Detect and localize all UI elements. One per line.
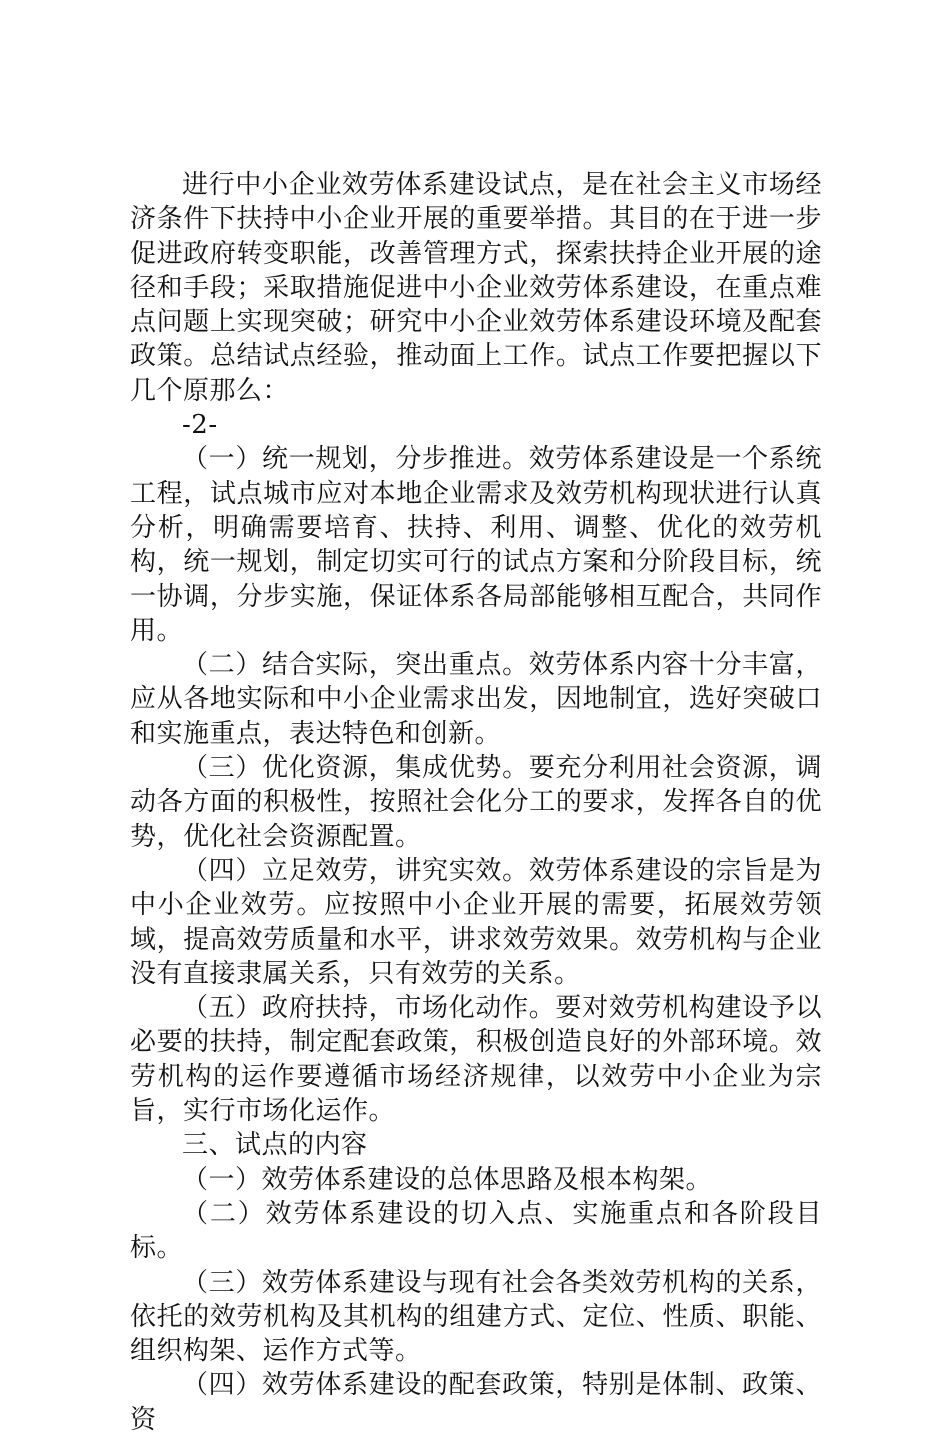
principle-3: （三）优化资源，集成优势。要充分利用社会资源，调动各方面的积极性，按照社会化分工的要求，发挥各自的优势，优化社会资源配置。: [130, 753, 822, 852]
page-number: -2-: [182, 410, 218, 441]
content-item-1: （一）效劳体系建设的总体思路及根本构架。: [182, 1164, 713, 1195]
content-item-2: （二）效劳体系建设的切入点、实施重点和各阶段目标。: [130, 1198, 822, 1264]
principle-2: （二）结合实际，突出重点。效劳体系内容十分丰富，应从各地实际和中小企业需求出发，因地制宜，选好突破口和实施重点，表达特色和创新。: [130, 650, 822, 749]
content-item-4: （四）效劳体系建设的配套政策，特别是体制、政策、资: [130, 1370, 822, 1435]
principle-4: （四）立足效劳，讲究实效。效劳体系建设的宗旨是为中小企业效劳。应按照中小企业开展的需要，拓展效劳领域，提高效劳质量和水平，讲求效劳效果。效劳机构与企业没有直接隶属关系，只有效劳的关系。: [130, 855, 822, 989]
intro-paragraph: 进行中小企业效劳体系建设试点，是在社会主义市场经济条件下扶持中小企业开展的重要举措。其目的在于进一步促进政府转变职能，改善管理方式，探索扶持企业开展的途径和手段；采取措施促进中小企业效劳体系建设，在重点难点问题上实现突破；研究中小企业效劳体系建设环境及配套政策。总结试点经验，推动面上工作。试点工作要把握以下几个原那么：: [130, 170, 822, 406]
section-heading: 三、试点的内容: [182, 1130, 368, 1161]
content-item-3: （三）效劳体系建设与现有社会各类效劳机构的关系，依托的效劳机构及其机构的组建方式、定位、性质、职能、组织构架、运作方式等。: [130, 1267, 822, 1367]
principle-1: （一）统一规划，分步推进。效劳体系建设是一个系统工程，试点城市应对本地企业需求及效劳机构现状进行认真分析，明确需要培育、扶持、利用、调整、优化的效劳机构，统一规划，制定切实可行的试点方案和分阶段目标，统一协调，分步实施，保证体系各局部能够相互配合，共同作用。: [130, 444, 822, 646]
document-body: [130, 168, 822, 1437]
principle-5: （五）政府扶持，市场化动作。要对效劳机构建设予以必要的扶持，制定配套政策，积极创造良好的外部环境。效劳机构的运作要遵循市场经济规律，以效劳中小企业为宗旨，实行市场化运作。: [130, 993, 822, 1127]
